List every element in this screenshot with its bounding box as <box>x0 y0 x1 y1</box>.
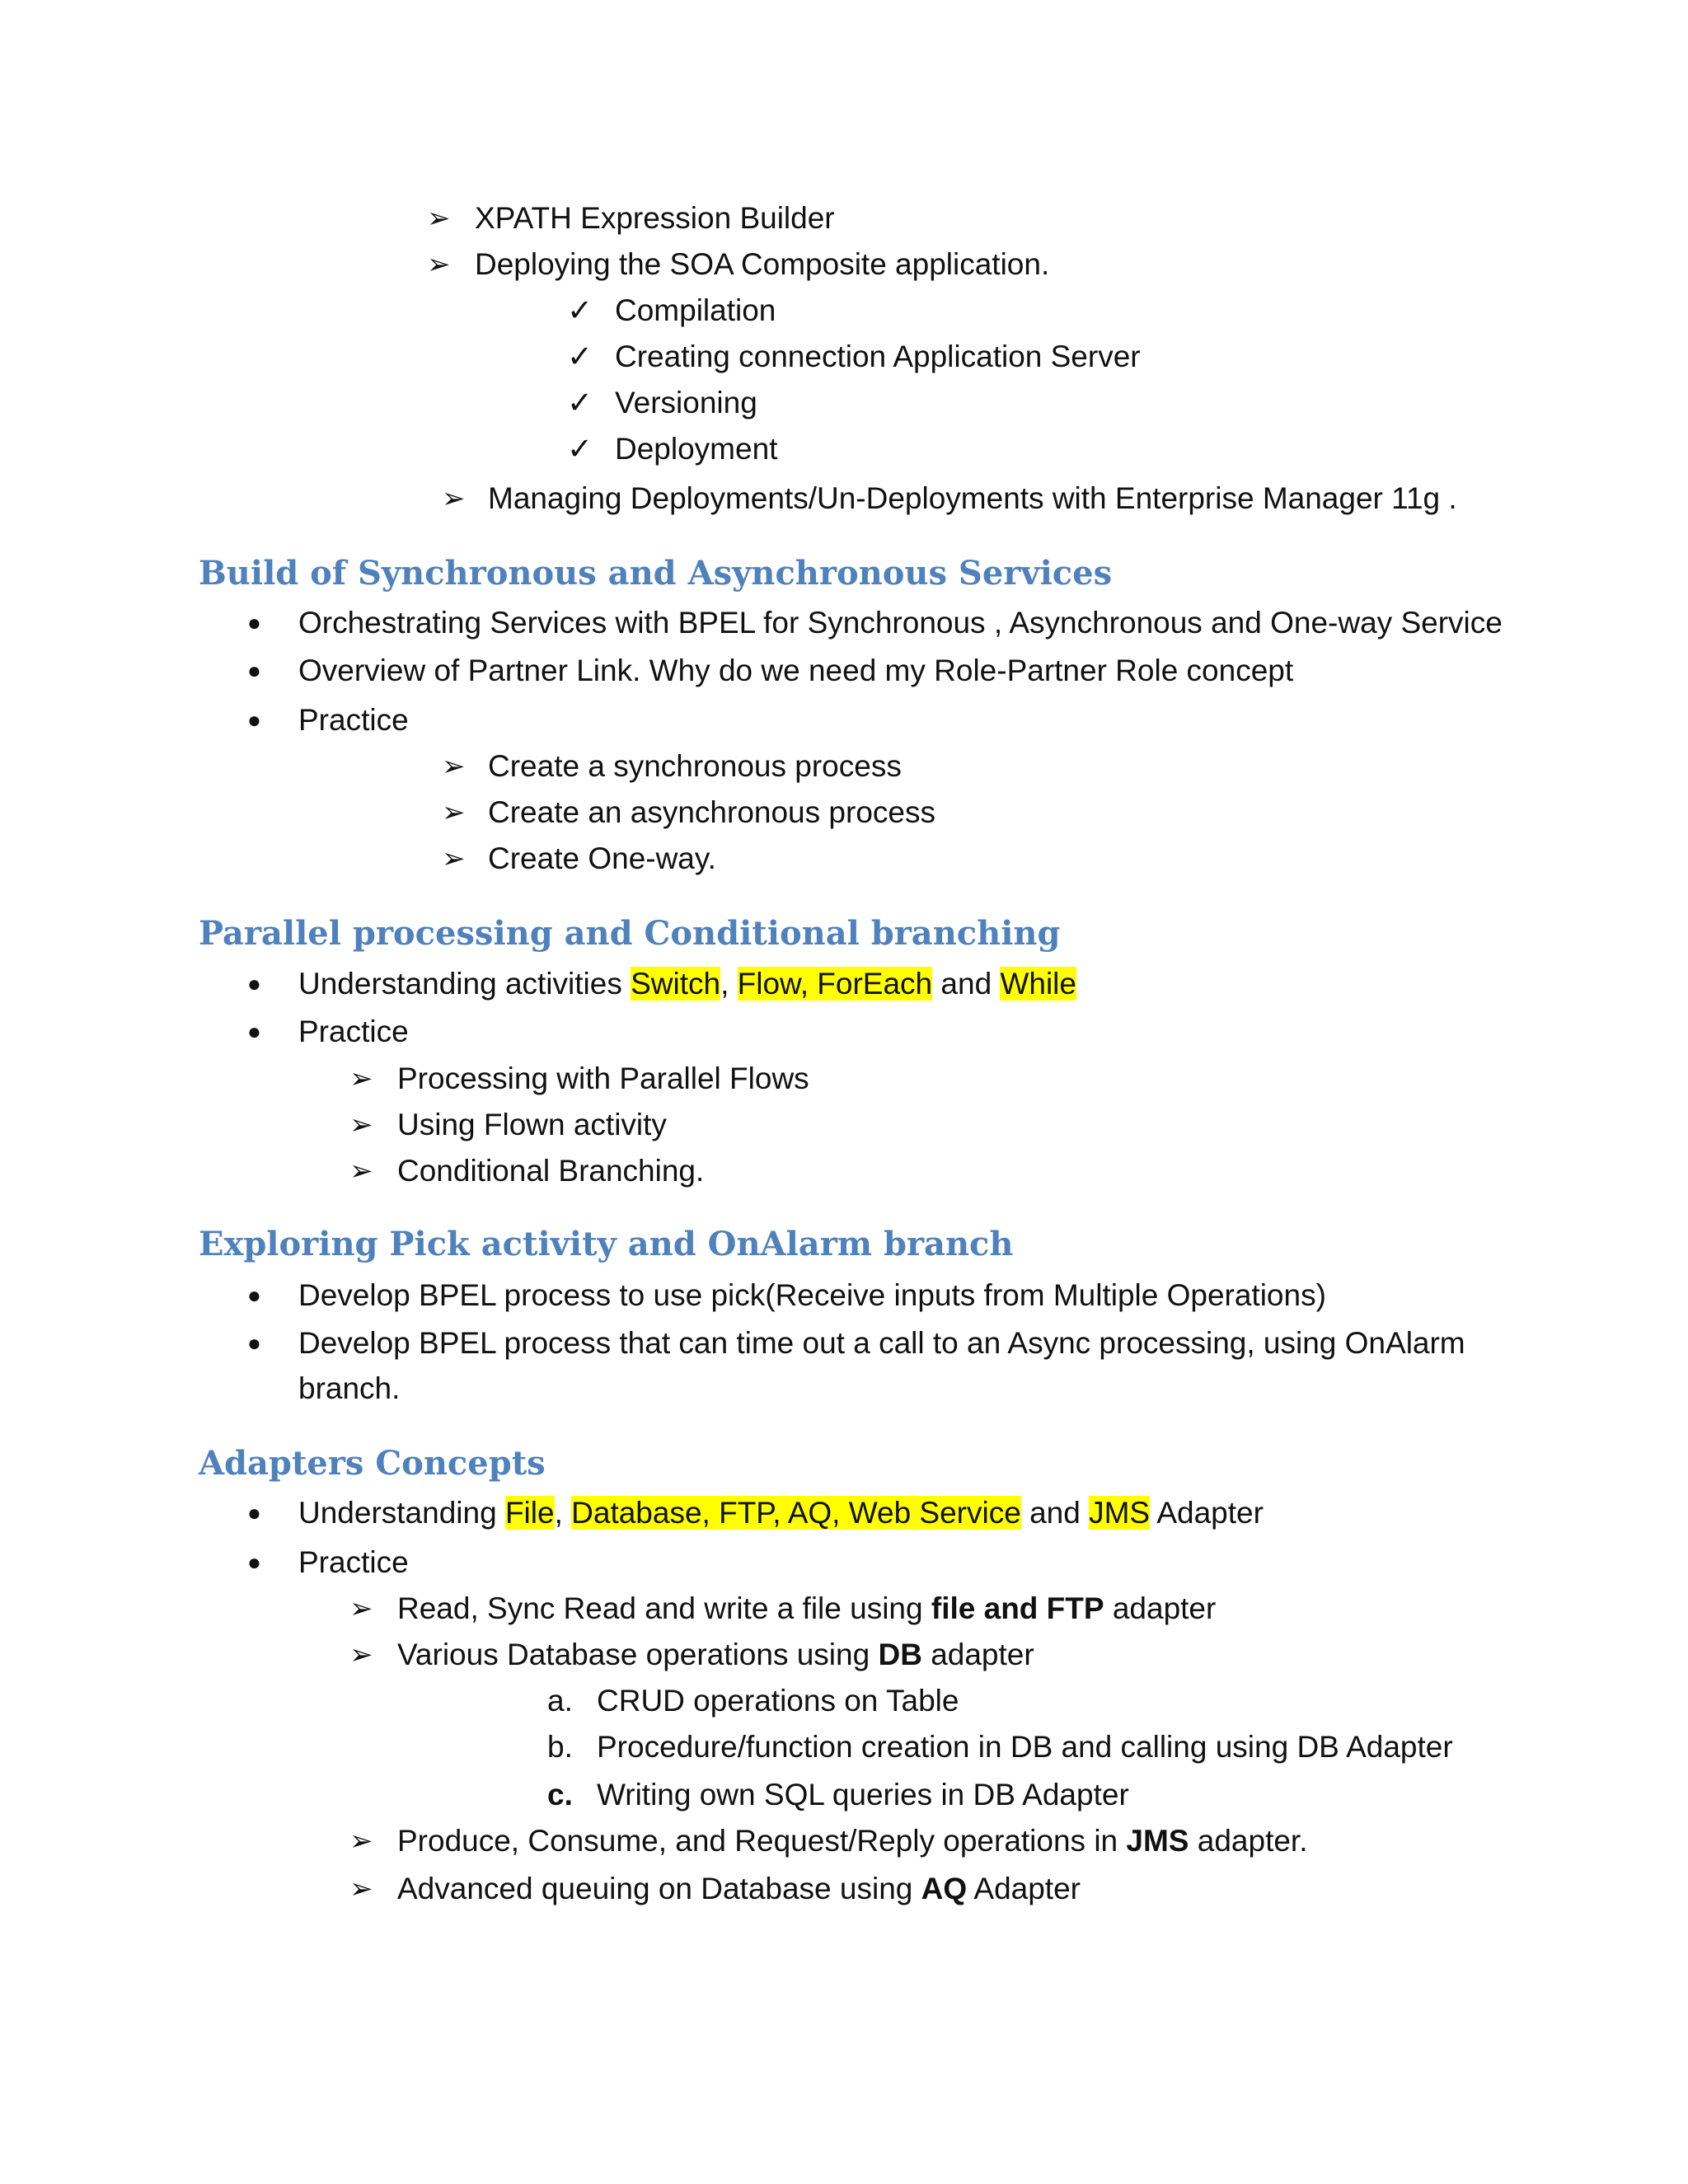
list-item <box>397 1868 1081 1910</box>
text: Adapter <box>967 1872 1081 1905</box>
list-item: Practice <box>298 1015 409 1048</box>
list-item: Procedure/function creation in DB and calling using DB Adapter <box>597 1730 1453 1764</box>
list-item: Overview of Partner Link. Why do we need my Role-Partner Role concept <box>298 654 1294 687</box>
round-bullet-icon: ● <box>247 1500 261 1526</box>
arrow-bullet-icon: ➢ <box>442 483 466 514</box>
list-item: Deploying the SOA Composite application. <box>475 247 1050 281</box>
section-heading: Parallel processing and Conditional branching <box>199 914 1061 953</box>
section-heading: Exploring Pick activity and OnAlarm branch <box>199 1225 1014 1263</box>
text: Various Database operations using <box>397 1638 879 1671</box>
list-item: Practice <box>298 703 409 737</box>
list-item: CRUD operations on Table <box>597 1684 959 1718</box>
text: , <box>554 1496 563 1530</box>
round-bullet-icon: ● <box>247 1330 261 1356</box>
list-item <box>298 963 1076 1005</box>
text: , <box>720 967 729 1001</box>
list-item: XPATH Expression Builder <box>475 201 835 235</box>
list-item <box>397 1821 1308 1862</box>
text: Produce, Consume, and Request/Reply operations in <box>397 1824 1127 1858</box>
check-mark-icon: ✓ <box>567 386 593 419</box>
list-item <box>397 1634 1034 1675</box>
list-marker: a. <box>547 1684 573 1718</box>
text <box>563 1496 571 1530</box>
list-item: Conditional Branching. <box>397 1154 705 1188</box>
bold-term: AQ <box>921 1872 968 1905</box>
text: Understanding <box>298 1496 505 1530</box>
text: and <box>1020 1496 1090 1530</box>
round-bullet-icon: ● <box>247 971 261 996</box>
arrow-bullet-icon: ➢ <box>349 1593 373 1624</box>
list-item: Versioning <box>615 386 757 419</box>
list-marker: c. <box>547 1778 573 1811</box>
round-bullet-icon: ● <box>247 610 261 635</box>
section-heading: Build of Synchronous and Asynchronous Services <box>199 554 1113 593</box>
round-bullet-icon: ● <box>247 1019 261 1044</box>
list-item: Writing own SQL queries in DB Adapter <box>597 1778 1129 1811</box>
list-item: Compilation <box>615 293 776 327</box>
bold-term: DB <box>878 1638 922 1671</box>
highlighted-term: Switch <box>631 967 721 1001</box>
list-item: Create an asynchronous process <box>488 795 935 829</box>
list-item: Develop BPEL process to use pick(Receive inputs from Multiple Operations) <box>298 1278 1326 1312</box>
highlighted-term: JMS <box>1089 1496 1151 1530</box>
arrow-bullet-icon: ➢ <box>349 1063 373 1094</box>
list-marker: b. <box>547 1730 573 1764</box>
check-mark-icon: ✓ <box>567 293 593 327</box>
check-mark-icon: ✓ <box>567 432 593 466</box>
list-item: Deployment <box>615 432 778 466</box>
section-heading: Adapters Concepts <box>199 1444 546 1483</box>
list-item: Develop BPEL process that can time out a call to an Async processing, using OnAlarm <box>298 1326 1465 1360</box>
list-item-continuation: branch. <box>298 1371 401 1405</box>
bold-term: JMS <box>1126 1824 1189 1858</box>
text: adapter. <box>1189 1824 1308 1858</box>
text <box>729 967 737 1001</box>
highlighted-term: While <box>1000 967 1076 1001</box>
text: Understanding activities <box>298 967 631 1001</box>
text: Advanced queuing on Database using <box>397 1872 921 1905</box>
round-bullet-icon: ● <box>247 658 261 683</box>
arrow-bullet-icon: ➢ <box>349 1109 373 1141</box>
highlighted-term: File <box>504 1496 555 1530</box>
list-item: Orchestrating Services with BPEL for Synchronous , Asynchronous and One-way Service <box>298 606 1503 640</box>
arrow-bullet-icon: ➢ <box>349 1155 373 1187</box>
arrow-bullet-icon: ➢ <box>442 797 466 828</box>
text: and <box>932 967 1001 1001</box>
arrow-bullet-icon: ➢ <box>349 1825 373 1857</box>
list-item <box>397 1588 1216 1629</box>
text: Read, Sync Read and write a file using <box>397 1591 931 1625</box>
text: adapter <box>1104 1591 1217 1625</box>
bold-term: file and FTP <box>931 1591 1104 1625</box>
highlighted-term: Database, FTP, AQ, Web Service <box>571 1496 1021 1530</box>
round-bullet-icon: ● <box>247 707 261 733</box>
check-mark-icon: ✓ <box>567 340 593 373</box>
arrow-bullet-icon: ➢ <box>349 1639 373 1671</box>
arrow-bullet-icon: ➢ <box>349 1873 373 1905</box>
list-item: Creating connection Application Server <box>615 340 1141 373</box>
arrow-bullet-icon: ➢ <box>427 203 451 234</box>
arrow-bullet-icon: ➢ <box>442 843 466 874</box>
list-item: Managing Deployments/Un-Deployments with Enterprise Manager 11g . <box>488 481 1457 515</box>
highlighted-term: Flow, ForEach <box>737 967 933 1001</box>
round-bullet-icon: ● <box>247 1549 261 1575</box>
arrow-bullet-icon: ➢ <box>442 751 466 782</box>
list-item: Practice <box>298 1545 409 1579</box>
list-item: Create a synchronous process <box>488 749 902 783</box>
list-item <box>298 1493 1264 1534</box>
list-item: Processing with Parallel Flows <box>397 1062 809 1095</box>
arrow-bullet-icon: ➢ <box>427 249 451 280</box>
round-bullet-icon: ● <box>247 1282 261 1308</box>
list-item: Using Flown activity <box>397 1108 667 1141</box>
list-item: Create One-way. <box>488 841 716 875</box>
text: adapter <box>921 1638 1034 1671</box>
text: Adapter <box>1150 1496 1264 1530</box>
